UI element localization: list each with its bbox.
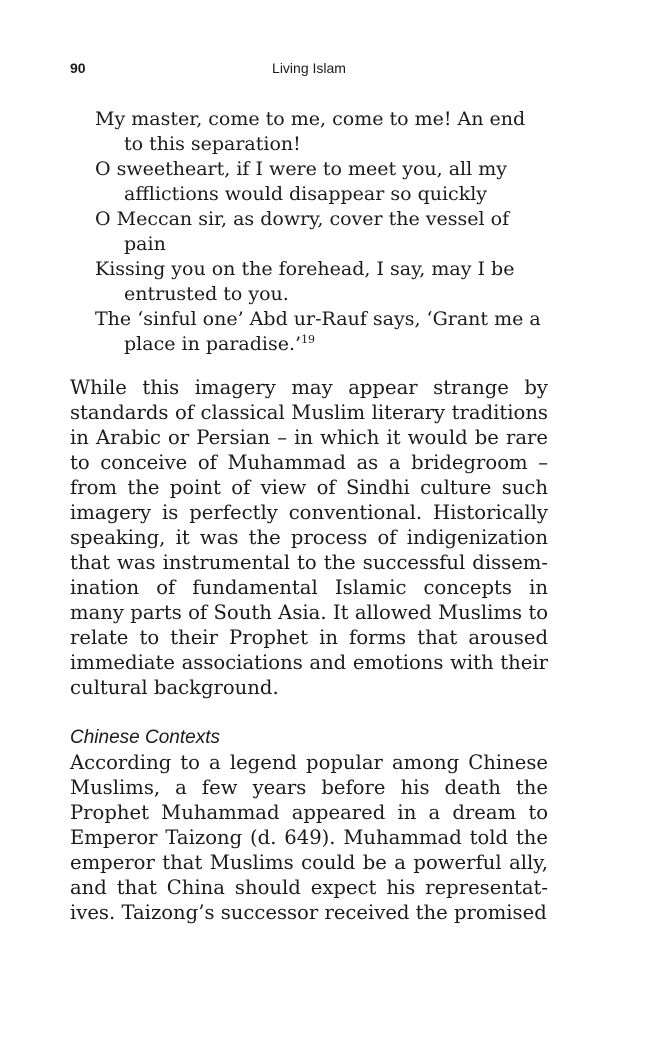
- running-title: Living Islam: [272, 60, 346, 76]
- footnote-reference: 19: [301, 333, 316, 346]
- poem-line: Kissing you on the forehead, I say, may I be entrusted to you.: [95, 258, 515, 305]
- page-header: [70, 60, 548, 80]
- poem-line: O Meccan sir, as dowry, cover the vessel of pain: [95, 208, 510, 255]
- poem-block: [95, 107, 550, 357]
- body-paragraph: While this imagery may appear strange by standards of classical Muslim literary traditions in Arabic or Persian – in which it would be rare to conceive of Muhammad as a bridegroom – from the point of view of Sindhi culture such imagery is perfectly conventional. Historically speaking, it was the process of indigenization that was instrumental to the successful dissemination of fundamental Islamic concepts in many parts of South Asia. It allowed Muslims to relate to their Prophet in forms that aroused immediate associations and emotions with their cultural background.: [70, 376, 548, 699]
- poem-line: My master, come to me, come to me! An end to this separation!: [95, 108, 526, 155]
- poem-line: O sweetheart, if I were to meet you, all my afflictions would disappear so quickly: [95, 158, 507, 205]
- section-heading: Chinese Contexts: [70, 727, 220, 748]
- page-number: 90: [70, 60, 86, 76]
- poem-line: The ‘sinful one’ Abd ur-Rauf says, ‘Grant me a place in paradise.’$^{19}$: [95, 308, 541, 355]
- body-paragraph: According to a legend popular among Chinese Muslims, a few years before his death the Prophet Muhammad appeared in a dream to Emperor Taizong (d. 649). Muhammad told the emperor that Muslims could be a powerful ally, and that China should expect his representatives. Taizong’s successor received the promised: [70, 751, 548, 924]
